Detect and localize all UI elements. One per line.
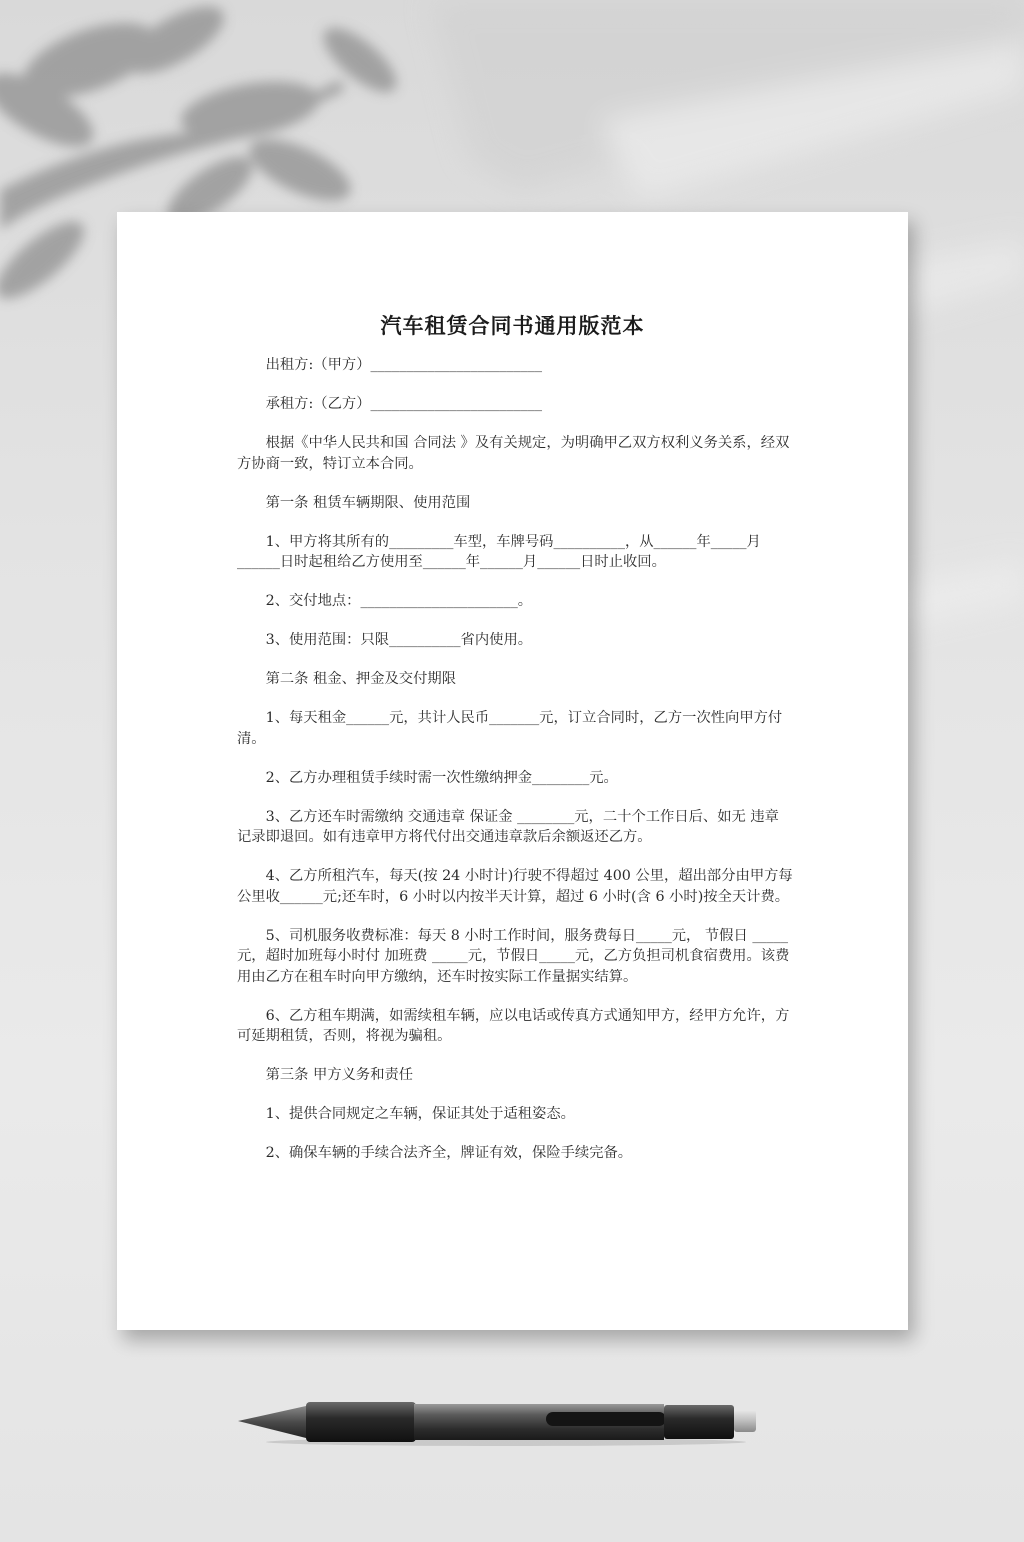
contract-page	[117, 212, 908, 1330]
article-2-heading: 第二条 租金、押金及交付期限	[265, 671, 456, 687]
article-1-clause-2: 2、交付地点：______________________。	[265, 593, 533, 609]
document-body	[237, 355, 793, 1182]
article-3-heading: 第三条 甲方义务和责任	[265, 1067, 414, 1083]
article-3-clause-2: 2、确保车辆的手续合法齐全，牌证有效，保险手续完备。	[265, 1145, 633, 1161]
article-2-clause-1: 1、每天租金______元，共计人民币_______元，订立合同时，乙方一次性向甲方付清。	[237, 710, 783, 747]
lessee-line: 承租方:（乙方）________________________	[265, 396, 543, 412]
article-3-clause-1: 1、提供合同规定之车辆，保证其处于适租姿态。	[265, 1106, 575, 1122]
article-1-heading: 第一条 租赁车辆期限、使用范围	[265, 494, 471, 511]
preamble-paragraph: 根据《中华人民共和国 合同法 》及有关规定，为明确甲乙双方权利义务关系，经双方协商一致，特订立本合同。	[237, 435, 790, 472]
pen-image	[236, 1396, 761, 1448]
article-2-clause-2: 2、乙方办理租赁手续时需一次性缴纳押金________元。	[265, 769, 618, 786]
lessor-line: 出租方:（甲方）________________________	[265, 357, 543, 373]
article-2-clause-3: 3、乙方还车时需缴纳 交通违章 保证金 ________元，二十个工作日后、如无 违章 记录即退回。如有违章甲方将代付出交通违章款后余额返还乙方。	[237, 808, 784, 845]
document-title: 汽车租赁合同书通用版范本	[380, 313, 645, 338]
article-1-clause-3: 3、使用范围：只限__________省内使用。	[265, 632, 533, 648]
article-1-clause-1: 1、甲方将其所有的_________车型，车牌号码__________，从______年_____月______日时起租给乙方使用至______年______月______日时止收回。	[237, 533, 761, 570]
article-2-clause-4: 4、乙方所租汽车，每天(按 24 小时计)行驶不得超过 400 公里，超出部分由甲方每公里收______元;还车时，6 小时以内按半天计算，超过 6 小时(含 6 小时)按全天计费。	[237, 868, 793, 905]
article-2-clause-6: 6、乙方租车期满，如需续租车辆，应以电话或传真方式通知甲方，经甲方允许，方可延期租赁，否则，将视为骗租。	[237, 1007, 790, 1044]
article-2-clause-5: 5、司机服务收费标准：每天 8 小时工作时间，服务费每日_____元， 节假日 _____元，超时加班每小时付 加班费 _____元，节假日_____元，乙方负担司机食宿费用。该费用由乙方在租车时向甲方缴纳，还车时按实际工作量据实结算。	[237, 927, 790, 985]
